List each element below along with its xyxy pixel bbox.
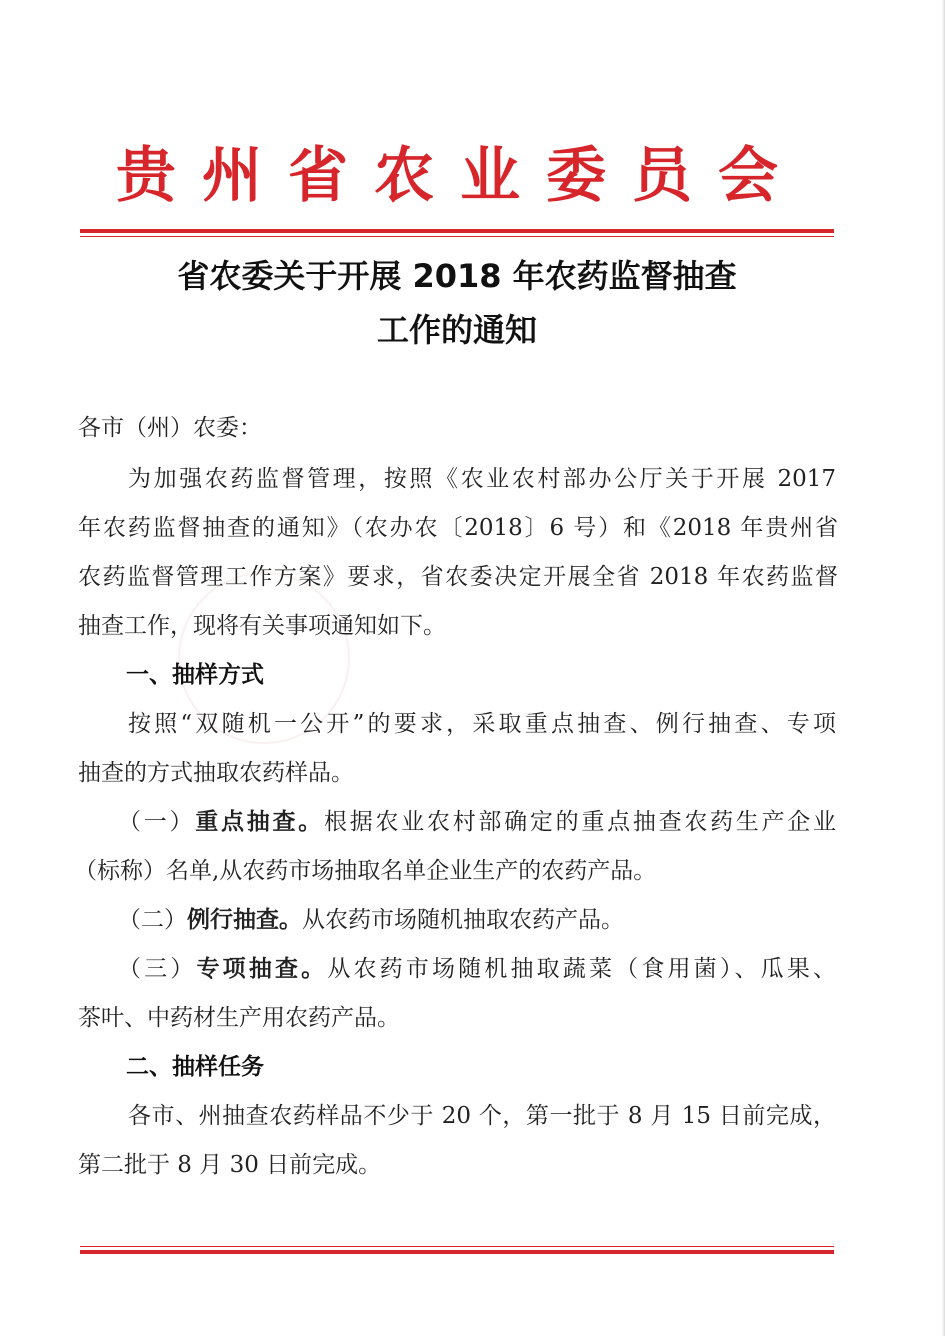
salutation: 各市（州）农委： (78, 415, 262, 441)
item1-line-1 (118, 807, 836, 837)
header-rule-thin (80, 236, 834, 237)
section2-heading: 二、抽样任务 (126, 1054, 264, 1080)
org-letterhead: 贵州省农业委员会 (116, 141, 804, 211)
item3-text: 从农药市场随机抽取蔬菜（食用菌）、瓜果、 (327, 956, 837, 982)
item2-text: 从农药市场随机抽取农药产品。 (302, 907, 624, 933)
item1-label: （一） (118, 809, 196, 835)
footer-rule-thin (80, 1246, 834, 1247)
item3-line-1 (118, 954, 836, 984)
section2-para-line-1: 各市、州抽查农药样品不少于 20 个，第一批于 8 月 15 日前完成， (128, 1103, 836, 1129)
header-rule-thick (80, 229, 834, 233)
item3-bold: 专项抽查。 (196, 956, 328, 982)
item3-line-2: 茶叶、中药材生产用农药产品。 (78, 1005, 400, 1031)
intro-line-1: 为加强农药监督管理，按照《农业农村部办公厅关于开展 2017 (128, 466, 836, 492)
item2-line (118, 905, 878, 935)
section2-para-line-2: 第二批于 8 月 30 日前完成。 (78, 1152, 382, 1178)
item2-bold: 例行抽查。 (187, 907, 302, 933)
item1-text: 根据农业农村部确定的重点抽查农药生产企业 (323, 809, 837, 835)
section1-heading: 一、抽样方式 (126, 662, 264, 688)
intro-line-4: 抽查工作，现将有关事项通知如下。 (78, 613, 446, 639)
item3-label: （三） (118, 956, 197, 982)
document-title-line2: 工作的通知 (376, 311, 537, 349)
item1-bold: 重点抽查。 (195, 809, 324, 835)
item2-label: （二） (118, 907, 187, 933)
document-title-line1: 省农委关于开展 2018 年农药监督抽查 (177, 257, 737, 295)
section1-para-line-1: 按照“双随机一公开”的要求，采取重点抽查、例行抽查、专项 (128, 711, 836, 737)
section1-para-line-2: 抽查的方式抽取农药样品。 (78, 760, 354, 786)
intro-line-2: 年农药监督抽查的通知》（农办农〔2018〕6 号）和《2018 年贵州省 (78, 515, 838, 541)
intro-line-3: 农药监督管理工作方案》要求，省农委决定开展全省 2018 年农药监督 (78, 564, 838, 590)
footer-rule-thick (80, 1250, 834, 1254)
item1-line-2: （标称）名单,从农药市场抽取名单企业生产的农药产品。 (74, 858, 657, 884)
